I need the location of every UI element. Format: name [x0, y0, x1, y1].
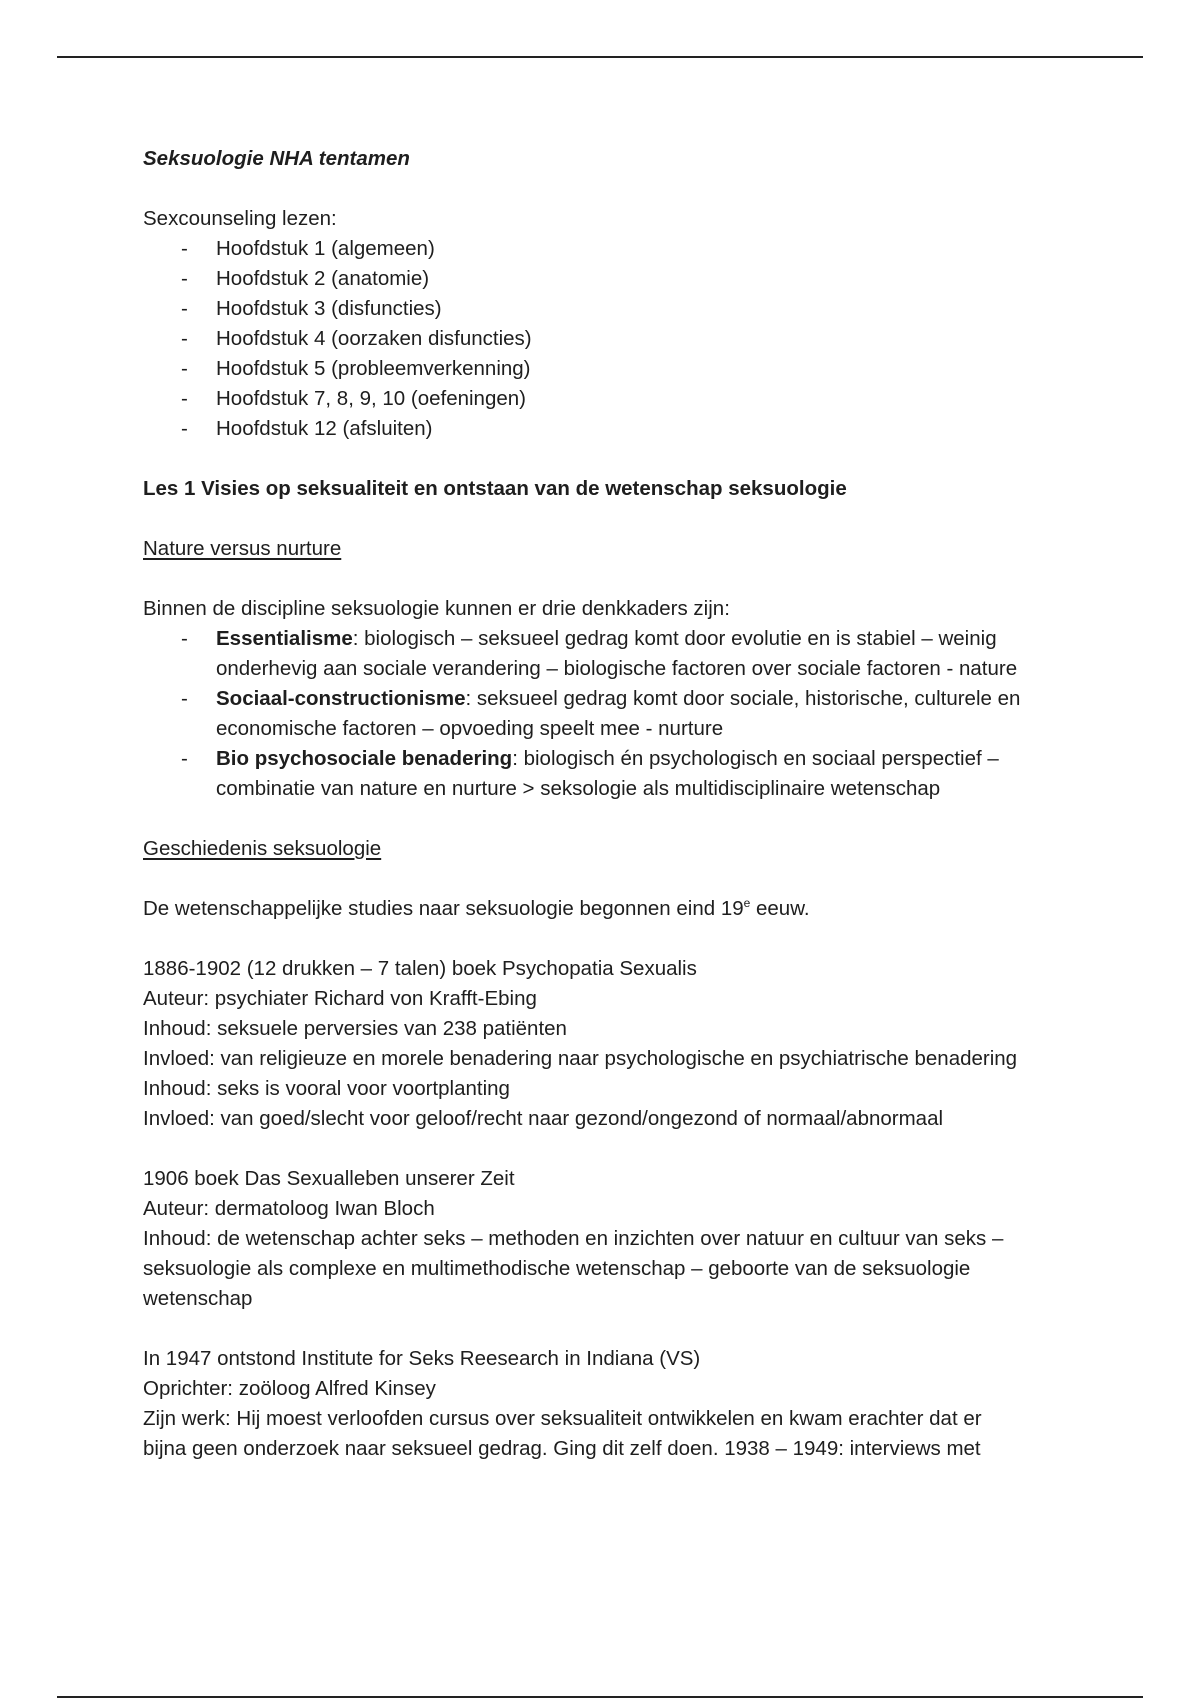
history-intro: De wetenschappelijke studies naar seksuologie begonnen eind 19e eeuw. [143, 896, 810, 920]
reading-list [143, 234, 1103, 444]
list-item: - Hoofdstuk 4 (oorzaken disfuncties) [181, 327, 532, 350]
list-item: - Essentialisme: biologisch – seksueel gedrag komt door evolutie en is stabiel – weinig onderhevig aan sociale verandering – biologische factoren over sociale factoren - nature [181, 627, 1018, 680]
paragraph-line: wetenschap [143, 1287, 253, 1310]
paragraph-line: Auteur: dermatoloog Iwan Bloch [143, 1197, 435, 1220]
list-item: - Sociaal-constructionisme: seksueel gedrag komt door sociale, historische, culturele en economische factoren – opvoeding speelt mee - nurture [181, 687, 1021, 740]
reading-intro: Sexcounseling lezen: [143, 207, 337, 230]
document-body [143, 144, 1103, 1464]
list-item: - Hoofdstuk 7, 8, 9, 10 (oefeningen) [181, 387, 526, 410]
paragraph-line: 1906 boek Das Sexualleben unserer Zeit [143, 1167, 515, 1190]
frameworks-intro: Binnen de discipline seksuologie kunnen er drie denkkaders zijn: [143, 597, 730, 620]
kinsey-block [143, 1344, 1103, 1464]
list-item: - Bio psychosociale benadering: biologisch én psychologisch en sociaal perspectief – combinatie van nature en nurture > seksologie als multidisciplinaire wetenschap [181, 747, 999, 800]
list-item: - Hoofdstuk 3 (disfuncties) [181, 297, 442, 320]
paragraph-line: Oprichter: zoöloog Alfred Kinsey [143, 1377, 436, 1400]
paragraph-line: Inhoud: seksuele perversies van 238 patiënten [143, 1017, 567, 1040]
framework-term: Essentialisme [216, 627, 353, 650]
paragraph-line: Invloed: van religieuze en morele benadering naar psychologische en psychiatrische benadering [143, 1047, 1018, 1070]
document-title: Seksuologie NHA tentamen [143, 147, 410, 170]
framework-term: Sociaal-constructionisme [216, 687, 466, 710]
lesson-heading: Les 1 Visies op seksualiteit en ontstaan van de wetenschap seksuologie [143, 477, 847, 500]
footer-rule [57, 1696, 1143, 1698]
paragraph-line: Invloed: van goed/slecht voor geloof/recht naar gezond/ongezond of normaal/abnormaal [143, 1107, 944, 1130]
header-rule [57, 56, 1143, 58]
section-heading-history: Geschiedenis seksuologie [143, 837, 382, 860]
framework-term: Bio psychosociale benadering [216, 747, 513, 770]
paragraph-line: bijna geen onderzoek naar seksueel gedrag. Ging dit zelf doen. 1938 – 1949: interviews met [143, 1437, 981, 1460]
list-item: - Hoofdstuk 2 (anatomie) [181, 267, 430, 290]
paragraph-line: Auteur: psychiater Richard von Krafft-Ebing [143, 987, 537, 1010]
paragraph-line: 1886-1902 (12 drukken – 7 talen) boek Psychopatia Sexualis [143, 957, 697, 980]
paragraph-line: Zijn werk: Hij moest verloofden cursus over seksualiteit ontwikkelen en kwam erachter dat er [143, 1407, 982, 1430]
frameworks-list [143, 624, 1103, 804]
paragraph-line: In 1947 ontstond Institute for Seks Reesearch in Indiana (VS) [143, 1347, 701, 1370]
section-heading-nature: Nature versus nurture [143, 537, 342, 560]
list-item: - Hoofdstuk 12 (afsluiten) [181, 417, 433, 440]
paragraph-line: Inhoud: seks is vooral voor voortplanting [143, 1077, 510, 1100]
bloch-block [143, 1164, 1103, 1314]
paragraph-line: Inhoud: de wetenschap achter seks – methoden en inzichten over natuur en cultuur van seks – [143, 1227, 1004, 1250]
list-item: - Hoofdstuk 5 (probleemverkenning) [181, 357, 531, 380]
list-item: - Hoofdstuk 1 (algemeen) [181, 237, 435, 260]
paragraph-line: seksuologie als complexe en multimethodische wetenschap – geboorte van de seksuologie [143, 1257, 971, 1280]
krafft-ebing-block [143, 954, 1103, 1134]
